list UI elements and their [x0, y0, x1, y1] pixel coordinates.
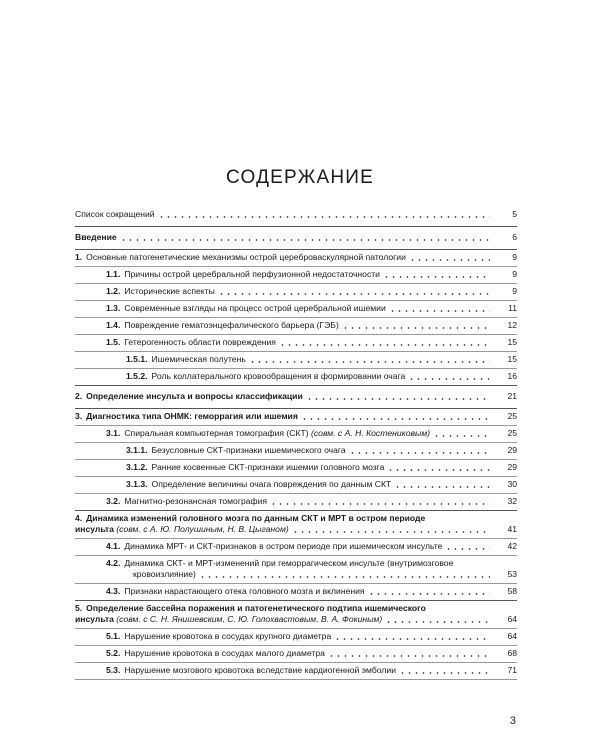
- toc-entry-introduction[interactable]: [75, 227, 517, 249]
- dot-leader: [301, 418, 490, 420]
- dot-leader: [394, 486, 490, 488]
- toc-entry-text: Признаки нарастающего отека головного мозга и вклинения: [124, 586, 365, 596]
- toc-entry-section[interactable]: [75, 284, 517, 301]
- dot-leader: [368, 593, 490, 595]
- toc-entry-subsection[interactable]: [75, 443, 517, 460]
- toc-entry-number: 2.: [75, 391, 83, 401]
- dot-leader: [120, 239, 490, 241]
- toc-entry-text: Ранние косвенные СКТ-признаки ишемии головного мозга: [151, 462, 385, 472]
- dot-leader: [342, 327, 490, 329]
- toc-entry-number: 4.3.: [106, 586, 121, 596]
- toc-group-chapter-1: [75, 250, 517, 386]
- toc-entry-number: 4.: [75, 513, 83, 523]
- toc-entry-text-line2: [75, 524, 289, 535]
- dot-leader: [409, 259, 490, 261]
- toc-entry-text: Динамика МРТ- и СКТ-признаков в остром периоде при ишемическом инсульте: [124, 541, 443, 551]
- dot-leader: [158, 216, 490, 218]
- toc-entry-chapter[interactable]: [75, 511, 517, 539]
- toc-entry-text: Магнитно-резонансная томография: [124, 496, 268, 506]
- toc-entry-text: Современные взгляды на процесс острой церебральной ишемии: [124, 303, 386, 313]
- toc-entry-number: 1.5.: [106, 337, 121, 347]
- toc-entry-text: Нарушение кровотока в сосудах крупного диаметра: [124, 631, 332, 641]
- toc-entry-page: 12: [507, 320, 517, 330]
- toc-entry-text: Исторические аспекты: [124, 286, 215, 296]
- toc-entry-author: (совм. с А. Н. Костениковым): [311, 428, 431, 438]
- toc-entry-text: Роль коллатерального кровообращения в формировании очага: [151, 371, 406, 381]
- dot-leader: [306, 398, 490, 400]
- toc-entry-page: 9: [512, 286, 517, 296]
- toc-entry-section[interactable]: [75, 301, 517, 318]
- toc-entry-subsection[interactable]: [75, 460, 517, 477]
- dot-leader: [279, 344, 490, 346]
- dot-leader: [433, 435, 490, 437]
- toc-entry-section[interactable]: [75, 646, 517, 663]
- toc-entry-text: Основные патогенетические механизмы острой цереброваскулярной патологии: [86, 252, 406, 262]
- toc-entry-page: 68: [507, 648, 517, 658]
- toc-entry-number: 5.2.: [106, 648, 121, 658]
- dot-leader: [387, 469, 490, 471]
- toc-entry-number: 1.2.: [106, 286, 121, 296]
- toc-entry-page: 53: [507, 569, 517, 579]
- toc-entry-number: 4.1.: [106, 541, 121, 551]
- toc-entry-text: Повреждение гематоэнцефалического барьера (ГЭБ): [124, 320, 339, 330]
- toc-entry-number: 1.5.1.: [126, 354, 148, 364]
- toc-entry-title: инсульта: [75, 524, 114, 534]
- toc-entry-number: 1.5.2.: [126, 371, 148, 381]
- dot-leader: [349, 452, 490, 454]
- toc-entry-section[interactable]: [75, 629, 517, 646]
- toc-entry-title: инсульта: [75, 614, 114, 624]
- dot-leader: [408, 378, 490, 380]
- toc-entry-number: 5.3.: [106, 665, 121, 675]
- dot-leader: [385, 621, 490, 623]
- toc-entry-subsection[interactable]: [75, 477, 517, 494]
- toc-entry-section[interactable]: [75, 584, 517, 600]
- toc-entry-section[interactable]: [75, 663, 517, 680]
- dot-leader: [383, 276, 490, 278]
- toc-group-abbreviations: [75, 204, 517, 227]
- toc-entry-section[interactable]: [75, 539, 517, 556]
- toc-entry-section[interactable]: [75, 267, 517, 284]
- dot-leader: [389, 310, 490, 312]
- toc-entry-text: Введение: [75, 232, 117, 242]
- toc-entry-number: 5.: [75, 603, 83, 613]
- toc-entry-page: 29: [507, 462, 517, 472]
- toc-entry-page: 64: [507, 614, 517, 624]
- toc-entry-page: 64: [507, 631, 517, 641]
- toc-entry-number: 3.1.: [106, 428, 121, 438]
- toc-entry-section[interactable]: [75, 556, 517, 584]
- toc-entry-number: 1.: [75, 252, 83, 262]
- toc-entry-subsection[interactable]: [75, 352, 517, 369]
- toc-entry-number: 3.: [75, 411, 83, 421]
- toc-entry-number: 5.1.: [106, 631, 121, 641]
- toc-entry-abbreviations[interactable]: [75, 204, 517, 226]
- toc-entry-page: 58: [507, 586, 517, 596]
- toc-entry-text: Ишемическая полутень: [151, 354, 246, 364]
- toc-group-chapter-5: [75, 601, 517, 680]
- toc-entry-number: 1.4.: [106, 320, 121, 330]
- toc-entry-number: 4.2.: [106, 558, 121, 568]
- toc-entry-text-line1: Динамика изменений головного мозга по данным СКТ и МРТ в остром периоде: [86, 513, 426, 523]
- toc-entry-text: Безусловные СКТ-признаки ишемического очага: [151, 445, 346, 455]
- toc-entry-page: 41: [507, 524, 517, 534]
- toc-entry-page: 42: [507, 541, 517, 551]
- toc-entry-chapter[interactable]: [75, 601, 517, 629]
- toc-entry-number: 3.1.1.: [126, 445, 148, 455]
- dot-leader: [270, 503, 490, 505]
- toc-group-chapter-4: [75, 511, 517, 601]
- toc-entry-number: 1.1.: [106, 269, 121, 279]
- toc-entry-page: 11: [508, 303, 517, 313]
- toc-entry-number: 3.1.2.: [126, 462, 148, 472]
- toc-entry-text: Определение инсульта и вопросы классификации: [86, 391, 303, 401]
- toc-entry-section[interactable]: [75, 426, 517, 443]
- toc-entry-page: 71: [507, 665, 517, 675]
- toc-entry-text: Список сокращений: [75, 209, 155, 219]
- toc-group-introduction: [75, 227, 517, 250]
- toc-entry-chapter[interactable]: [75, 386, 517, 408]
- toc-entry-chapter[interactable]: [75, 409, 517, 426]
- toc-entry-page: 30: [507, 479, 517, 489]
- toc-entry-page: 16: [507, 371, 517, 381]
- toc-entry-text-line1: Динамика СКТ- и МРТ-изменений при геморрагическом инсульте (внутримозговое: [124, 558, 454, 568]
- toc-entry-page: 32: [507, 496, 517, 506]
- toc-entry-subsection[interactable]: [75, 369, 517, 385]
- page-title: СОДЕРЖАНИЕ: [226, 167, 374, 188]
- toc-entry-text: Определение величины очага повреждения по данным СКТ: [151, 479, 392, 489]
- toc-entry-number: 1.3.: [106, 303, 121, 313]
- toc-entry-section[interactable]: [75, 335, 517, 352]
- toc-entry-number: 3.2.: [106, 496, 121, 506]
- toc-entry-page: 15: [507, 354, 517, 364]
- toc-group-chapter-3: [75, 409, 517, 511]
- toc-entry-page: 21: [507, 391, 517, 401]
- toc-entry-text: [124, 428, 430, 439]
- toc-entry-author: (совм. с С. Н. Янишевским, С. Ю. Голохвастовым, В. А. Фокиным): [116, 614, 383, 624]
- page-number: 3: [509, 715, 516, 727]
- toc-entry-page: 5: [512, 209, 517, 219]
- dot-leader: [218, 293, 490, 295]
- toc-entry-text: Нарушение кровотока в сосудах малого диаметра: [124, 648, 325, 658]
- toc-entry-section[interactable]: [75, 318, 517, 335]
- dot-leader: [399, 672, 490, 674]
- toc-entry-section[interactable]: [75, 494, 517, 510]
- toc-entry-page: 25: [507, 428, 517, 438]
- toc-entry-author: (совм. с А. Ю. Полушиным, Н. В. Цыганом): [116, 524, 289, 534]
- toc-group-chapter-2: [75, 386, 517, 409]
- toc-entry-number: 3.1.3.: [126, 479, 148, 489]
- dot-leader: [292, 531, 490, 533]
- toc-entry-page: 9: [512, 252, 517, 262]
- table-of-contents: [75, 204, 517, 680]
- toc-entry-chapter[interactable]: [75, 250, 517, 267]
- toc-entry-page: 9: [512, 269, 517, 279]
- toc-entry-page: 25: [507, 411, 517, 421]
- toc-entry-page: 6: [512, 232, 517, 242]
- toc-entry-text-line2: кровоизлияние): [133, 569, 196, 579]
- toc-entry-page: 29: [507, 445, 517, 455]
- dot-leader: [249, 361, 490, 363]
- toc-entry-title: Спиральная компьютерная томография (СКТ): [124, 428, 309, 438]
- dot-leader: [199, 576, 490, 578]
- dot-leader: [334, 638, 490, 640]
- toc-entry-text: Гетерогенность области повреждения: [124, 337, 276, 347]
- toc-entry-text: Причины острой церебральной перфузионной недостаточности: [124, 269, 380, 279]
- toc-entry-text: Нарушение мозгового кровотока вследствие кардиогенной эмболии: [124, 665, 396, 675]
- dot-leader: [445, 548, 490, 550]
- toc-entry-page: 15: [507, 337, 517, 347]
- toc-entry-text: Диагностика типа ОНМК: геморрагия или ишемия: [86, 411, 298, 421]
- dot-leader: [328, 655, 490, 657]
- toc-entry-text-line1: Определение бассейна поражения и патогенетического подтипа ишемического: [86, 603, 426, 613]
- toc-entry-text-line2: [75, 614, 382, 625]
